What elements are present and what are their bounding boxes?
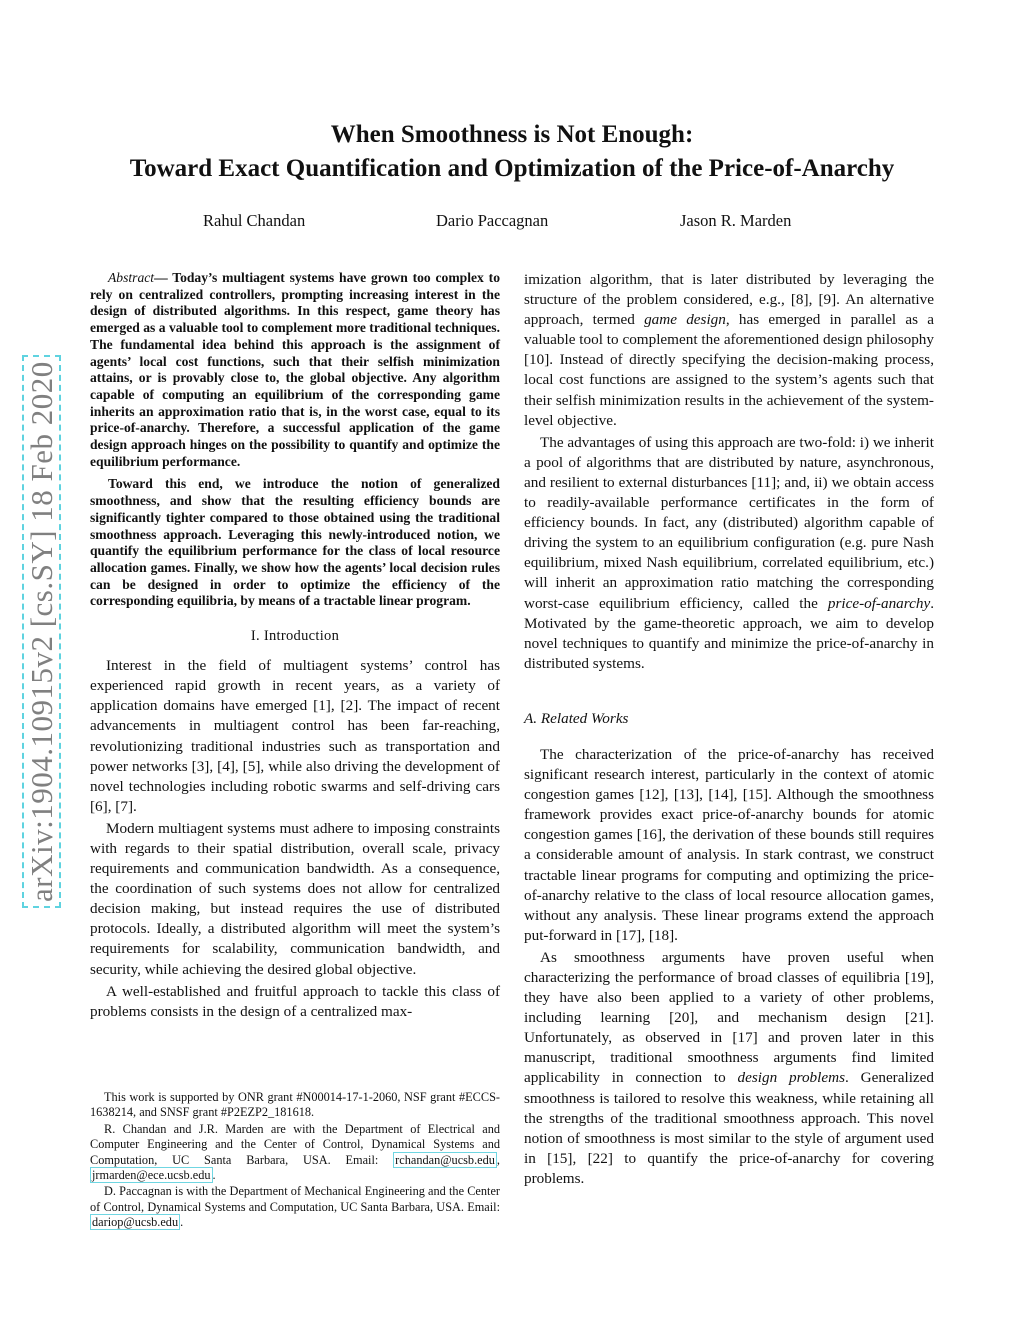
intro-paragraph-3: A well-established and fruitful approach to tackle this class of problems consists in the design of a centralized max- <box>90 982 500 1020</box>
intro-paragraph-1: Interest in the field of multiagent systems’ control has experienced rapid growth in recent years, as a variety of application domains have emerged [1], [2]. The impact of recent advancements in multiagent control has been far-reaching, revolutionizing traditional industries such as transportation and power networks [3], [4], [5], while also driving the development of novel technologies including robotic swarms and self-driving cars [6], [7]. <box>90 657 500 815</box>
footnote-funding: This work is supported by ONR grant #N00014-17-1-2060, NSF grant #ECCS-1638214, and SNSF grant #P2EZP2_181618. <box>90 1090 500 1120</box>
subsection-heading-related-works: A. Related Works <box>524 709 629 727</box>
paper-title <box>0 118 1024 186</box>
related-paragraph-2: As smoothness arguments have proven useful when characterizing the performance of broad classes of equilibria [19], they have also been applied to a variety of other problems, including learning [20], and mechanism design [21]. Unfortunately, as observed in [17] and proven later in this manuscript, traditional smoothness arguments find limited applicability in connection to design problems. Generalized smoothness is tailored to resolve this weakness, while retaining all the strengths of the traditional smoothness approach. This novel notion of smoothness is most similar to the style of argument used in [15], [22] to quantify the price-of-anarchy for covering problems. <box>524 948 934 1187</box>
arxiv-identifier: arXiv:1904.10915v2 [cs.SY] 18 Feb 2020 <box>24 355 60 908</box>
intro-paragraph-2: Modern multiagent systems must adhere to imposing constraints with regards to their spatial distribution, overall scale, privacy requirements and communication bandwidth. As a consequence, the coordination of such systems does not allow for centralized decision making, but instead requires the use of distributed protocols. Ideally, a distributed algorithm will meet the system’s requirements for scalability, communication bandwidth, and security, while achieving the desired global objective. <box>90 819 500 978</box>
footnote-affiliation-2: D. Paccagnan is with the Department of Mechanical Engineering and the Center of Control, Dynamical Systems and Computation, UC Santa Barbara, USA. Email: dariop@ucsb.edu . <box>90 1184 500 1230</box>
email-link-jrmarden[interactable]: jrmarden@ece.ucsb.edu <box>92 1168 211 1183</box>
title-line-2: Toward Exact Quantification and Optimization of the Price-of-Anarchy <box>129 155 895 182</box>
abstract-label: Abstract <box>108 270 155 285</box>
author-list <box>0 211 1024 235</box>
intro-paragraph-4: The advantages of using this approach are two-fold: i) we inherit a pool of algorithms that are distributed by nature, asynchronous, and resilient to external disturbances [11]; and, ii) we obtain access to readily-available performance certificates in the form of efficiency bounds. In fact, any (distributed) algorithm capable of driving the system to an equilibrium configuration (e.g. pure Nash equilibrium, mixed Nash equilibrium, correlated equilibrium, etc.) will inherit an approximation ratio matching the corresponding worst-case equilibrium efficiency, called the price-of-anarchy. Motivated by the game-theoretic approach, we aim to develop novel techniques to quantify and minimize the price-of-anarchy in distributed systems. <box>524 433 934 672</box>
footnotes <box>90 1090 500 1232</box>
footnote-affiliation-1: R. Chandan and J.R. Marden are with the Department of Electrical and Computer Engineering and the Center of Control, Dynamical Systems and Computation, UC Santa Barbara, USA. Email: rchandan@ucsb.edu , jrmarden@ece.ucsb.edu . <box>90 1121 500 1183</box>
author-3: Jason R. Marden <box>680 211 792 230</box>
intro-paragraph-3-continued: imization algorithm, that is later distributed by leveraging the structure of the problem considered, e.g., [8], [9]. An alternative approach, termed game design, has emerged in parallel as a valuable tool to complement the aforementioned design philosophy [10]. Instead of directly specifying the decision-making process, local cost functions are assigned to the system’s agents such that their selfish minimization results in the achievement of the system-level objective. <box>524 271 934 429</box>
author-1: Rahul Chandan <box>203 211 306 230</box>
abstract-paragraph-2: Toward this end, we introduce the notion of generalized smoothness, and show that the resulting efficiency bounds are significantly tighter compared to those obtained using the traditional smoothness approach. Leveraging this newly-introduced notion, we quantify the equilibrium performance for the class of local resource allocation games. Finally, we show how the agents’ local decision rules can be designed in order to optimize the efficiency of the corresponding equilibria, by means of a tractable linear program. <box>90 476 500 609</box>
author-2: Dario Paccagnan <box>436 211 549 230</box>
title-line-1: When Smoothness is Not Enough: <box>330 121 694 148</box>
left-column <box>90 270 500 1024</box>
email-link-dariop[interactable]: dariop@ucsb.edu <box>92 1215 179 1230</box>
section-heading-introduction: I. Introduction <box>250 628 340 645</box>
email-link-rchandan[interactable]: rchandan@ucsb.edu <box>395 1152 495 1167</box>
abstract-paragraph-1: Abstract— Today’s multiagent systems have grown too complex to rely on centralized controllers, prompting increasing interest in the design of distributed algorithms. In this respect, game theory has emerged as a valuable tool to complement more traditional techniques. The fundamental idea behind this approach is the assignment of agents’ local cost functions, such that their selfish minimization attains, or is provably close to, the global objective. Any algorithm capable of computing an equilibrium of the corresponding game inherits an approximation ratio that is, in the worst case, equal to its price-of-anarchy. Therefore, a successful application of the game design approach hinges on the possibility to quantify and optimize the equilibrium performance. <box>90 270 500 469</box>
right-column <box>524 270 934 1191</box>
related-paragraph-1: The characterization of the price-of-anarchy has received significant research interest, particularly in the context of atomic congestion games [12], [13], [14], [15]. Although the smoothness framework provides exact price-of-anarchy bounds for atomic congestion games [16], the derivation of these bounds still requires a considerable amount of analysis. In stark contrast, we construct tractable linear programs for computing and optimizing the price-of-anarchy relative to the class of local resource allocation games, without any analysis. These linear programs extend the approach put-forward in [17], [18]. <box>524 745 934 944</box>
